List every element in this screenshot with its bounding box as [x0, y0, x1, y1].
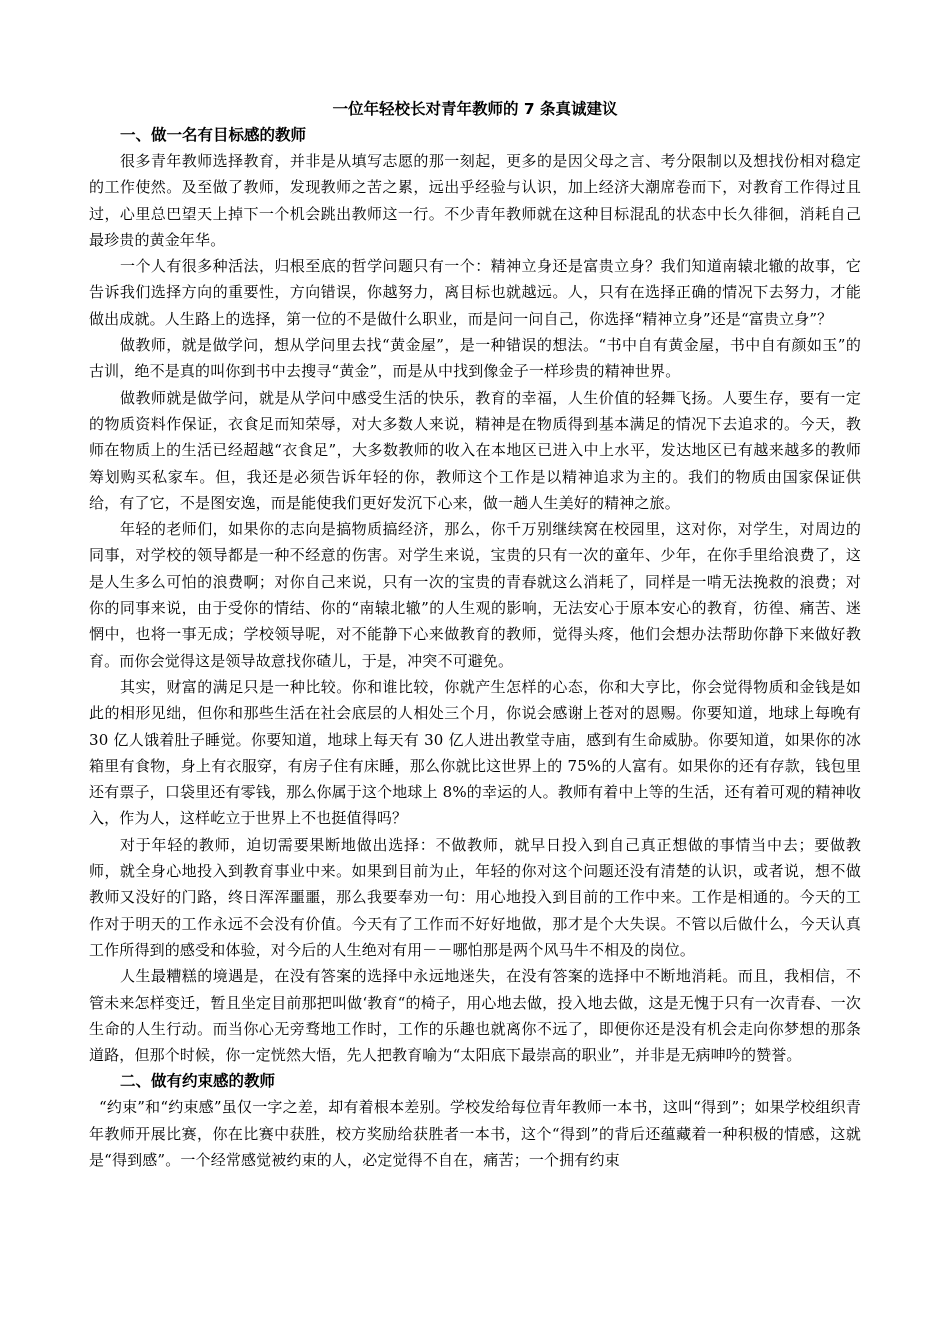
paragraph: 对于年轻的教师，迫切需要果断地做出选择：不做教师，就早日投入到自己真正想做的事情当中去；要做教师，就全身心地投入到教育事业中来。如果到目前为止，年轻的你对这个问题还没有清楚的认识，或者说，想不做教师又没好的门路，终日浑浑噩噩，那么我要奉劝一句：用心地投入到目前的工作中来。工作是相通的。今天的工作对于明天的工作永远不会没有价值。今天有了工作而不好好地做，那才是个大失误。不管以后做什么，今天认真工作所得到的感受和体验，对今后的人生绝对有用－－哪怕那是两个风马牛不相及的岗位。 — [89, 835, 861, 959]
paragraph: 很多青年教师选择教育，并非是从填写志愿的那一刻起，更多的是因父母之言、考分限制以及想找份相对稳定的工作使然。及至做了教师，发现教师之苦之累，远出乎经验与认识，加上经济大潮席卷而下，对教育工作得过且过，心里总巴望天上掉下一个机会跳出教师这一行。不少青年教师就在这种目标混乱的状态中长久徘徊，消耗自己最珍贵的黄金年华。 — [89, 152, 861, 249]
paragraph: 人生最糟糕的境遇是，在没有答案的选择中永远地迷失，在没有答案的选择中不断地消耗。而且，我相信，不管未来怎样变迁，暂且坐定目前那把叫做‘教育“的椅子，用心地去做，投入地去做，这是无愧于只有一次青春、一次生命的人生行动。而当你心无旁骛地工作时，工作的乐趣也就离你不远了，即便你还是没有机会走向你梦想的那条道路，但那个时候，你一定恍然大悟，先人把教育喻为“太阳底下最崇高的职业”，并非是无病呻吟的赞誉。 — [89, 967, 861, 1065]
section-heading-constraint: 二、做有约束感的教师 — [120, 1072, 276, 1091]
paragraph: 做教师，就是做学问，想从学问里去找“黄金屋”，是一种错误的想法。“书中自有黄金屋，书中自有颜如玉”的古训，绝不是真的叫你到书中去搜寻“黄金”，而是从中找到像金子一样珍贵的精神世界。 — [89, 336, 861, 381]
section-heading-goal: 一、做一名有目标感的教师 — [120, 126, 307, 144]
document-title: 一位年轻校长对青年教师的 7 条真诚建议 — [332, 100, 618, 118]
paragraph: “约束”和“约束感”虽仅一字之差，却有着根本差别。学校发给每位青年教师一本书，这叫“得到”；如果学校组织青年教师开展比赛，你在比赛中获胜，校方奖励给获胜者一本书，这个“得到”的背后还蕴藏着一种积极的情感，这就是“得到感”。一个经常感觉被约束的人，必定觉得不自在，痛苦；一个拥有约束 — [89, 1098, 861, 1169]
paragraph: 其实，财富的满足只是一种比较。你和谁比较，你就产生怎样的心态，你和大亨比，你会觉得物质和金钱是如此的相形见绌，但你和那些生活在社会底层的人相处三个月，你说会感谢上苍对的恩赐。你要知道，地球上每晚有 30 亿人饿着肚子睡觉。你要知道，地球上每天有 30 亿人进出教堂寺庙，感到有生命威胁。你要知道，如果你的冰箱里有食物，身上有衣服穿，有房子住有床睡，那么你就比这世界上的 75%的人富有。如果你的还有存款，钱包里还有票子，口袋里还有零钱，那么你属于这个地球上 8%的幸运的人。教师有着中上等的生活，还有着可观的精神收入，作为人，这样屹立于世界上不也挺值得吗？ — [89, 677, 861, 828]
paragraph: 做教师就是做学问，就是从学问中感受生活的快乐，教育的幸福，人生价值的轻舞飞扬。人要生存，要有一定的物质资料作保证，衣食足而知荣辱，对大多数人来说，精神是在物质得到基本满足的情况下去追求的。今天，教师在物质上的生活已经超越“衣食足”，大多数教师的收入在本地区已进入中上水平，发达地区已有越来越多的教师筹划购买私家车。但，我还是必须告诉年轻的你，教师这个工作是以精神追求为主的。我们的物质由国家保证供给，有了它，不是图安逸，而是能使我们更好发沉下心来，做一趟人生美好的精神之旅。 — [89, 388, 861, 512]
document-page — [89, 96, 861, 1173]
paragraph: 年轻的老师们，如果你的志向是搞物质搞经济，那么，你千万别继续窝在校园里，这对你，对学生，对周边的同事，对学校的领导都是一种不经意的伤害。对学生来说，宝贵的只有一次的童年、少年，在你手里给浪费了，这是人生多么可怕的浪费啊；对你自己来说，只有一次的宝贵的青春就这么消耗了，同样是一啃无法挽救的浪费；对你的同事来说，由于受你的情结、你的“南辕北辙”的人生观的影响，无法安心于原本安心的教育，彷徨、痛苦、迷惘中，也将一事无成；学校领导呢，对不能静下心来做教育的教师，觉得头疼，他们会想办法帮助你静下来做好教育。而你会觉得这是领导故意找你碴儿，于是，冲突不可避免。 — [89, 520, 861, 670]
paragraph: 一个人有很多种活法，归根至底的哲学问题只有一个：精神立身还是富贵立身？我们知道南辕北辙的故事，它告诉我们选择方向的重要性，方向错误，你越努力，离目标也就越远。人，只有在选择正确的情况下去努力，才能做出成就。人生路上的选择，第一位的不是做什么职业，而是问一问自己，你选择“精神立身”还是“富贵立身”？ — [89, 257, 861, 328]
